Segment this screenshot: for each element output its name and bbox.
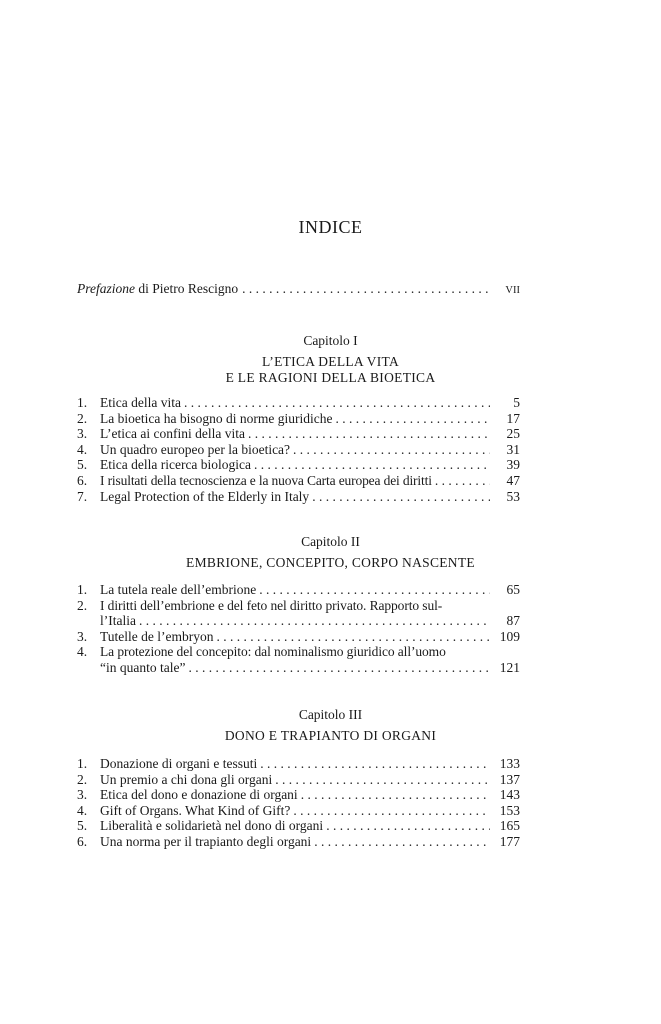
chapter-title-line: L’ETICA DELLA VITA [261, 354, 400, 369]
chapter-1-heading [0, 333, 661, 386]
entry-number: 5. [77, 818, 88, 834]
entry-title: La tutela reale dell’embrione [100, 582, 257, 597]
entry-title: Un quadro europeo per la bioetica? [100, 441, 291, 457]
entry-page: 17 [506, 410, 520, 426]
entry-page: 31 [506, 441, 520, 457]
dot-leader [314, 834, 490, 850]
entry-number: 1. [77, 395, 88, 410]
entry-title: Gift of Organs. What Kind of Gift? [100, 802, 291, 818]
chapter-3-heading [0, 707, 661, 744]
entry-title: I risultati della tecnoscienza e la nuova Carta europea dei diritti [100, 472, 432, 488]
entry-number: 3. [77, 628, 88, 644]
entry-number: 4. [77, 441, 88, 457]
dot-leader [435, 473, 490, 489]
toc-entry [77, 803, 520, 819]
dot-leader [335, 411, 490, 427]
toc-entry [77, 598, 520, 614]
chapter-3-entries [77, 756, 520, 850]
chapter-label: Capitolo I [303, 333, 358, 348]
entry-title: Liberalità e solidarietà nel dono di organi [100, 818, 324, 834]
dot-leader [216, 629, 490, 645]
entry-title: I diritti dell’embrione e del feto nel diritto privato. Rapporto sul- [100, 597, 443, 613]
toc-entry [77, 818, 520, 834]
entry-title: Etica della ricerca biologica [100, 457, 252, 473]
dot-leader [260, 756, 490, 772]
entry-number: 4. [77, 802, 88, 818]
chapter-title-line: E LE RAGIONI DELLA BIOETICA [225, 370, 436, 385]
entry-title-continuation: “in quanto tale” [100, 659, 186, 675]
dot-leader [139, 613, 490, 629]
entry-title-continuation: l’Italia [100, 613, 136, 629]
chapter-2-heading [0, 534, 661, 571]
entry-title: Una norma per il trapianto degli organi [100, 833, 312, 849]
dot-leader [254, 457, 490, 473]
preface-page: VII [505, 285, 520, 296]
entry-page: 25 [506, 426, 520, 442]
entry-title: Etica della vita [100, 395, 181, 410]
entry-page: 53 [506, 488, 520, 504]
entry-title: Etica del dono e donazione di organi [100, 787, 298, 803]
entry-number: 2. [77, 597, 88, 613]
toc-entry-continuation [77, 660, 520, 676]
toc-entry [77, 489, 520, 505]
entry-number: 3. [77, 426, 88, 442]
entry-page: 47 [506, 472, 520, 488]
toc-entry [77, 442, 520, 458]
dot-leader [293, 442, 490, 458]
entry-number: 7. [77, 488, 88, 504]
entry-number: 2. [77, 410, 88, 426]
dot-leader [326, 818, 490, 834]
entry-number: 4. [77, 644, 88, 660]
dot-leader [248, 426, 490, 442]
entry-page: 133 [499, 756, 520, 771]
entry-page: 65 [506, 582, 520, 597]
toc-entry [77, 772, 520, 788]
entry-number: 6. [77, 833, 88, 849]
toc-entry [77, 582, 520, 598]
entry-number: 3. [77, 787, 88, 803]
entry-title: La bioetica ha bisogno di norme giuridiche [100, 410, 333, 426]
entry-number: 5. [77, 457, 88, 473]
dot-leader [312, 489, 490, 505]
entry-number: 1. [77, 756, 88, 771]
entry-page: 153 [499, 802, 520, 818]
entry-page: 39 [506, 457, 520, 473]
entry-page: 121 [499, 659, 520, 675]
toc-entry-continuation [77, 613, 520, 629]
entry-title: La protezione del concepito: dal nominalismo giuridico all’uomo [100, 644, 446, 660]
toc-entry [77, 457, 520, 473]
entry-title: Tutelle de l’embryon [100, 628, 214, 644]
page-title: INDICE [298, 217, 363, 237]
entry-page: 109 [499, 628, 520, 644]
dot-leader [184, 395, 490, 411]
entry-page: 137 [499, 771, 520, 787]
toc-entry [77, 629, 520, 645]
dot-leader [259, 582, 490, 598]
entry-title: Donazione di organi e tessuti [100, 756, 258, 771]
toc-entry [77, 644, 520, 660]
chapter-title-line: DONO E TRAPIANTO DI ORGANI [224, 728, 437, 743]
entry-title: Legal Protection of the Elderly in Italy [100, 488, 310, 504]
entry-title: Un premio a chi dona gli organi [100, 771, 273, 787]
toc-entry [77, 426, 520, 442]
entry-number: 2. [77, 771, 88, 787]
dot-leader [293, 803, 490, 819]
dot-leader [275, 772, 490, 788]
toc-entry [77, 473, 520, 489]
toc-entry [77, 395, 520, 411]
entry-page: 165 [499, 818, 520, 834]
preface-author: di Pietro Rescigno [138, 281, 239, 296]
dot-leader [301, 787, 490, 803]
dot-leader [188, 660, 490, 676]
toc-entry [77, 411, 520, 427]
entry-page: 5 [513, 395, 520, 410]
chapter-title-line: EMBRIONE, CONCEPITO, CORPO NASCENTE [186, 555, 475, 570]
entry-page: 177 [499, 833, 520, 849]
preface-entry [77, 281, 520, 297]
chapter-label: Capitolo II [301, 534, 360, 549]
chapter-1-entries [77, 395, 520, 504]
toc-entry [77, 834, 520, 850]
entry-title: L’etica ai confini della vita [100, 426, 245, 442]
entry-number: 1. [77, 582, 88, 597]
toc-entry [77, 787, 520, 803]
entry-number: 6. [77, 472, 88, 488]
chapter-2-entries [77, 582, 520, 676]
entry-page: 87 [506, 613, 520, 629]
preface-label: Prefazione [77, 281, 135, 296]
dot-leader [242, 281, 488, 297]
toc-entry [77, 756, 520, 772]
entry-page: 143 [499, 787, 520, 803]
chapter-label: Capitolo III [298, 707, 363, 722]
